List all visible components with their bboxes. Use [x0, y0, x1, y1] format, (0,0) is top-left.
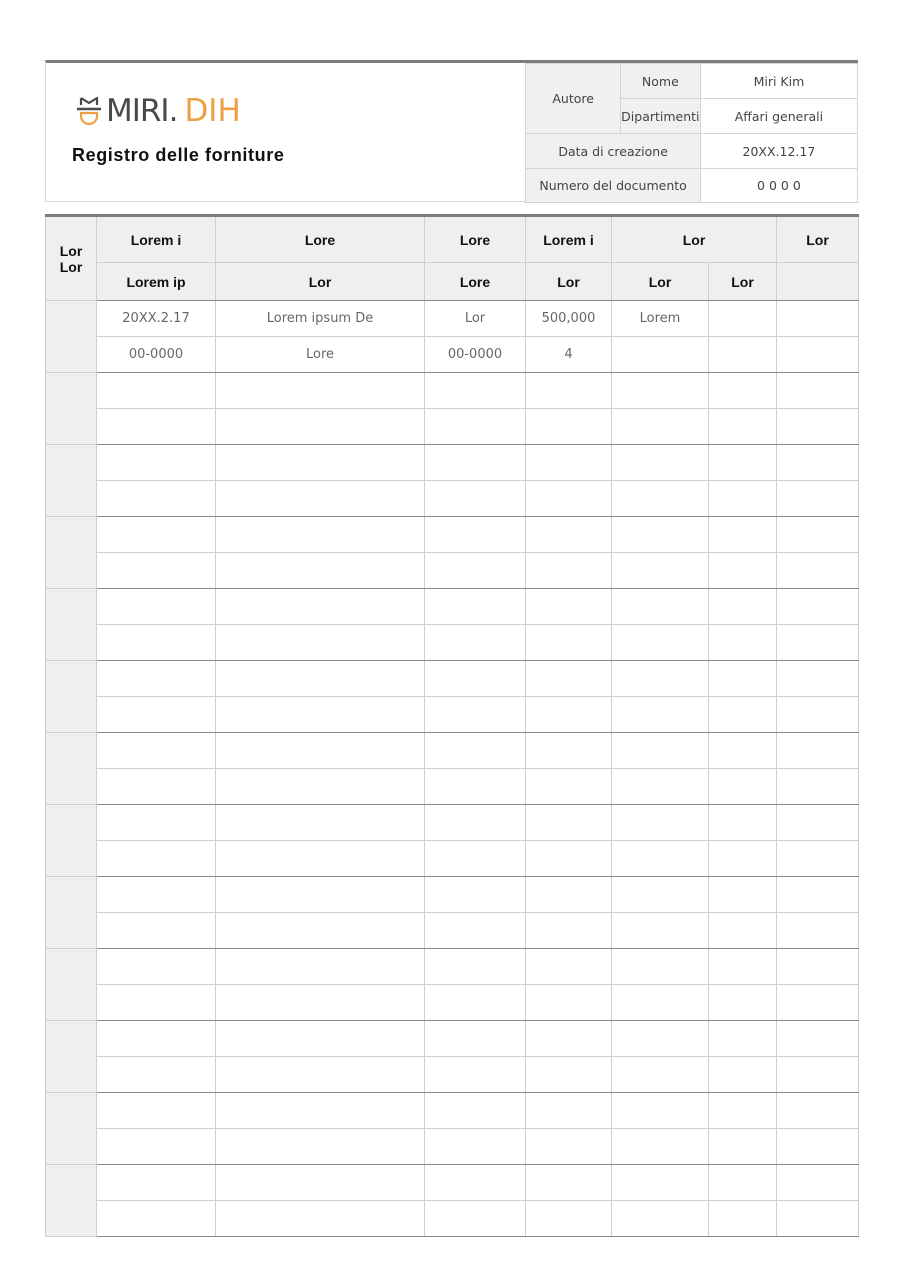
table-cell[interactable] — [777, 1129, 859, 1165]
table-cell[interactable] — [216, 769, 425, 805]
table-cell[interactable] — [97, 985, 216, 1021]
table-cell[interactable] — [216, 661, 425, 697]
table-cell[interactable] — [97, 949, 216, 985]
mustache-face-icon — [76, 95, 102, 127]
table-row — [46, 517, 859, 553]
subheader-col5: Lor — [612, 263, 709, 301]
table-cell[interactable] — [709, 1057, 777, 1093]
table-cell[interactable] — [216, 913, 425, 949]
table-cell[interactable] — [612, 409, 709, 445]
table-cell[interactable] — [709, 553, 777, 589]
table-cell[interactable] — [526, 661, 612, 697]
table-cell[interactable] — [97, 661, 216, 697]
table-cell[interactable]: 500,000 — [526, 301, 612, 337]
table-cell[interactable] — [216, 1057, 425, 1093]
table-cell[interactable] — [777, 445, 859, 481]
document-number-label: Numero del documento — [526, 169, 700, 203]
table-cell[interactable] — [526, 1093, 612, 1129]
table-cell[interactable] — [526, 949, 612, 985]
table-cell[interactable] — [216, 841, 425, 877]
table-cell[interactable] — [777, 985, 859, 1021]
table-cell[interactable] — [97, 553, 216, 589]
header-col4: Lorem i — [526, 216, 612, 263]
table-cell[interactable] — [216, 1129, 425, 1165]
table-row — [46, 1165, 859, 1201]
table-cell[interactable] — [216, 445, 425, 481]
subheader-col2: Lor — [216, 263, 425, 301]
table-cell[interactable] — [612, 1201, 709, 1237]
table-cell[interactable] — [97, 733, 216, 769]
name-value: Miri Kim — [700, 64, 857, 99]
table-row — [46, 949, 859, 985]
table-cell[interactable] — [612, 733, 709, 769]
table-cell[interactable] — [216, 1093, 425, 1129]
table-cell[interactable] — [425, 949, 526, 985]
table-row — [46, 985, 859, 1021]
table-cell[interactable] — [612, 805, 709, 841]
logo-text-dot: . — [168, 93, 179, 129]
table-cell[interactable] — [425, 409, 526, 445]
table-cell[interactable] — [777, 1201, 859, 1237]
brand-area — [46, 63, 525, 201]
table-cell[interactable] — [709, 805, 777, 841]
table-cell[interactable] — [216, 985, 425, 1021]
row-index-cell[interactable] — [46, 805, 97, 877]
table-row — [46, 625, 859, 661]
table-cell[interactable] — [425, 805, 526, 841]
table-cell[interactable] — [526, 373, 612, 409]
table-cell[interactable] — [612, 949, 709, 985]
table-cell[interactable] — [777, 805, 859, 841]
table-body — [46, 301, 859, 1237]
table-cell[interactable] — [526, 445, 612, 481]
subheader-col3: Lore — [425, 263, 526, 301]
table-row — [46, 445, 859, 481]
table-cell[interactable] — [97, 409, 216, 445]
logo — [76, 93, 241, 129]
table-cell[interactable] — [612, 985, 709, 1021]
table-cell[interactable] — [777, 1021, 859, 1057]
table-cell[interactable] — [612, 1165, 709, 1201]
subheader-col6: Lor — [709, 263, 777, 301]
header-col2: Lore — [216, 216, 425, 263]
table-row — [46, 841, 859, 877]
header-col1: Lorem i — [97, 216, 216, 263]
table-cell[interactable] — [425, 985, 526, 1021]
table-cell[interactable]: 4 — [526, 337, 612, 373]
name-label: Nome — [620, 64, 700, 99]
table-cell[interactable] — [216, 949, 425, 985]
table-cell[interactable] — [526, 697, 612, 733]
table-cell[interactable] — [425, 697, 526, 733]
table-row — [46, 589, 859, 625]
table-cell[interactable] — [425, 769, 526, 805]
table-cell[interactable] — [526, 1165, 612, 1201]
table-cell[interactable] — [612, 661, 709, 697]
table-cell[interactable] — [425, 1057, 526, 1093]
table-cell[interactable] — [612, 373, 709, 409]
logo-text-miri: MIRI — [106, 93, 169, 129]
table-cell[interactable] — [709, 949, 777, 985]
table-cell[interactable] — [526, 913, 612, 949]
table-cell[interactable] — [709, 589, 777, 625]
table-cell[interactable] — [425, 517, 526, 553]
supply-register-table-wrap — [45, 214, 858, 1237]
table-cell[interactable] — [709, 697, 777, 733]
table-cell[interactable] — [526, 517, 612, 553]
document-header — [45, 60, 858, 202]
table-cell[interactable] — [709, 445, 777, 481]
table-cell[interactable] — [777, 841, 859, 877]
table-cell[interactable] — [612, 1129, 709, 1165]
table-cell[interactable] — [425, 661, 526, 697]
table-cell[interactable] — [709, 481, 777, 517]
table-cell[interactable] — [777, 769, 859, 805]
table-row — [46, 769, 859, 805]
table-cell[interactable] — [97, 1129, 216, 1165]
table-row — [46, 913, 859, 949]
table-cell[interactable] — [425, 1021, 526, 1057]
table-cell[interactable] — [97, 841, 216, 877]
table-cell[interactable] — [612, 445, 709, 481]
table-cell[interactable]: Lorem — [612, 301, 709, 337]
document-meta-table — [525, 63, 858, 203]
table-cell[interactable] — [709, 1201, 777, 1237]
table-cell[interactable] — [612, 1093, 709, 1129]
table-cell[interactable] — [526, 1201, 612, 1237]
row-index-cell[interactable] — [46, 733, 97, 805]
table-row — [46, 373, 859, 409]
table-cell[interactable] — [216, 589, 425, 625]
table-row — [46, 1129, 859, 1165]
table-cell[interactable] — [709, 769, 777, 805]
table-cell[interactable] — [777, 661, 859, 697]
table-cell[interactable] — [612, 1057, 709, 1093]
created-date-value: 20XX.12.17 — [700, 134, 857, 169]
table-cell[interactable] — [709, 877, 777, 913]
table-cell[interactable] — [97, 517, 216, 553]
table-cell[interactable] — [612, 337, 709, 373]
table-cell[interactable] — [526, 589, 612, 625]
table-cell[interactable] — [709, 841, 777, 877]
table-cell[interactable] — [216, 733, 425, 769]
row-index-cell[interactable] — [46, 301, 97, 373]
row-index-cell[interactable] — [46, 373, 97, 445]
row-index-cell[interactable] — [46, 445, 97, 517]
created-date-label: Data di creazione — [526, 134, 700, 169]
table-cell[interactable] — [425, 625, 526, 661]
table-cell[interactable] — [709, 1021, 777, 1057]
table-cell[interactable] — [425, 877, 526, 913]
header-col5: Lor — [612, 216, 777, 263]
table-cell[interactable] — [777, 733, 859, 769]
row-index-cell[interactable] — [46, 949, 97, 1021]
table-cell[interactable] — [97, 373, 216, 409]
table-cell[interactable] — [612, 877, 709, 913]
author-label: Autore — [526, 64, 620, 134]
table-cell[interactable] — [612, 517, 709, 553]
table-cell[interactable]: Lorem ipsum De — [216, 301, 425, 337]
table-cell[interactable] — [425, 1201, 526, 1237]
table-cell[interactable] — [777, 877, 859, 913]
table-cell[interactable] — [526, 409, 612, 445]
table-cell[interactable] — [425, 841, 526, 877]
table-cell[interactable] — [216, 805, 425, 841]
table-cell[interactable]: 00-0000 — [425, 337, 526, 373]
document-number-value: 0 0 0 0 — [700, 169, 857, 203]
table-cell[interactable] — [777, 1093, 859, 1129]
table-cell[interactable] — [777, 517, 859, 553]
table-cell[interactable] — [777, 625, 859, 661]
table-cell[interactable] — [709, 517, 777, 553]
table-row — [46, 733, 859, 769]
table-cell[interactable] — [216, 553, 425, 589]
table-cell[interactable] — [709, 661, 777, 697]
row-index-cell[interactable] — [46, 517, 97, 589]
table-cell[interactable]: Lor — [425, 301, 526, 337]
table-cell[interactable] — [97, 1057, 216, 1093]
table-cell[interactable] — [97, 805, 216, 841]
table-cell[interactable] — [709, 625, 777, 661]
table-cell[interactable] — [612, 589, 709, 625]
table-cell[interactable] — [777, 1165, 859, 1201]
row-index-cell[interactable] — [46, 1165, 97, 1237]
subheader-col4: Lor — [526, 263, 612, 301]
table-cell[interactable] — [526, 1129, 612, 1165]
table-cell[interactable] — [709, 733, 777, 769]
table-cell[interactable] — [97, 769, 216, 805]
table-row — [46, 1021, 859, 1057]
table-cell[interactable] — [612, 913, 709, 949]
table-cell[interactable] — [709, 301, 777, 337]
table-cell[interactable] — [526, 769, 612, 805]
table-cell[interactable] — [216, 625, 425, 661]
table-cell[interactable] — [612, 1021, 709, 1057]
table-cell[interactable] — [709, 1165, 777, 1201]
table-cell[interactable] — [777, 373, 859, 409]
table-cell[interactable] — [97, 481, 216, 517]
table-cell[interactable] — [526, 985, 612, 1021]
table-cell[interactable] — [526, 1057, 612, 1093]
row-index-cell[interactable] — [46, 1093, 97, 1165]
table-cell[interactable] — [425, 1093, 526, 1129]
table-cell[interactable] — [526, 1021, 612, 1057]
document-title: Registro delle forniture — [72, 145, 285, 165]
table-row — [46, 481, 859, 517]
table-cell[interactable] — [425, 913, 526, 949]
row-index-cell[interactable] — [46, 877, 97, 949]
table-row — [46, 337, 859, 373]
row-index-cell[interactable] — [46, 661, 97, 733]
table-cell[interactable] — [216, 517, 425, 553]
table-cell[interactable] — [612, 769, 709, 805]
table-cell[interactable] — [612, 625, 709, 661]
table-row — [46, 553, 859, 589]
table-cell[interactable] — [97, 697, 216, 733]
table-row — [46, 1201, 859, 1237]
table-cell[interactable] — [216, 1165, 425, 1201]
table-row — [46, 1093, 859, 1129]
table-cell[interactable] — [216, 697, 425, 733]
table-cell[interactable] — [612, 697, 709, 733]
table-cell[interactable]: Lore — [216, 337, 425, 373]
table-cell[interactable] — [526, 733, 612, 769]
subheader-col7 — [777, 263, 859, 301]
table-cell[interactable] — [709, 1093, 777, 1129]
table-cell[interactable] — [425, 589, 526, 625]
table-cell[interactable] — [216, 1201, 425, 1237]
table-cell[interactable] — [709, 1129, 777, 1165]
table-cell[interactable] — [526, 625, 612, 661]
header-col7: Lor — [777, 216, 859, 263]
table-cell[interactable] — [612, 553, 709, 589]
table-cell[interactable]: 00-0000 — [97, 337, 216, 373]
table-cell[interactable] — [216, 409, 425, 445]
table-cell[interactable] — [777, 301, 859, 337]
table-cell[interactable] — [425, 553, 526, 589]
table-cell[interactable] — [526, 841, 612, 877]
table-row — [46, 805, 859, 841]
table-cell[interactable] — [526, 481, 612, 517]
table-cell[interactable] — [777, 697, 859, 733]
supply-register-table — [45, 214, 859, 1237]
table-cell[interactable] — [425, 481, 526, 517]
table-cell[interactable] — [777, 949, 859, 985]
table-cell[interactable] — [97, 445, 216, 481]
logo-text-dih: DIH — [184, 93, 241, 129]
table-cell[interactable] — [709, 913, 777, 949]
table-cell[interactable] — [97, 1201, 216, 1237]
table-cell[interactable] — [97, 913, 216, 949]
table-cell[interactable] — [425, 733, 526, 769]
table-cell[interactable] — [777, 481, 859, 517]
table-row — [46, 301, 859, 337]
table-row — [46, 1057, 859, 1093]
table-cell[interactable] — [425, 373, 526, 409]
table-cell[interactable] — [425, 1165, 526, 1201]
table-cell[interactable] — [97, 625, 216, 661]
table-row — [46, 409, 859, 445]
table-cell[interactable] — [777, 553, 859, 589]
table-cell[interactable] — [777, 913, 859, 949]
table-cell[interactable]: 20XX.2.17 — [97, 301, 216, 337]
table-cell[interactable] — [777, 589, 859, 625]
table-row — [46, 877, 859, 913]
table-cell[interactable] — [612, 841, 709, 877]
table-cell[interactable] — [777, 337, 859, 373]
table-cell[interactable] — [425, 445, 526, 481]
department-value: Affari generali — [700, 99, 857, 134]
table-cell[interactable] — [97, 877, 216, 913]
table-cell[interactable] — [526, 805, 612, 841]
table-cell[interactable] — [216, 481, 425, 517]
subheader-col1: Lorem ip — [97, 263, 216, 301]
table-cell[interactable] — [709, 409, 777, 445]
table-cell[interactable] — [526, 553, 612, 589]
table-row — [46, 661, 859, 697]
table-cell[interactable] — [709, 373, 777, 409]
table-row — [46, 697, 859, 733]
row-index-cell[interactable] — [46, 1021, 97, 1093]
table-cell[interactable] — [425, 1129, 526, 1165]
table-cell[interactable] — [216, 877, 425, 913]
table-cell[interactable] — [97, 1093, 216, 1129]
table-cell[interactable] — [97, 589, 216, 625]
header-col3: Lore — [425, 216, 526, 263]
table-cell[interactable] — [709, 337, 777, 373]
table-cell[interactable] — [777, 1057, 859, 1093]
header-index: Lor Lor — [46, 216, 97, 301]
table-cell[interactable] — [97, 1021, 216, 1057]
table-cell[interactable] — [612, 481, 709, 517]
row-index-cell[interactable] — [46, 589, 97, 661]
table-cell[interactable] — [216, 373, 425, 409]
table-cell[interactable] — [709, 985, 777, 1021]
department-label: Dipartimenti — [620, 99, 700, 134]
table-cell[interactable] — [526, 877, 612, 913]
table-cell[interactable] — [777, 409, 859, 445]
table-cell[interactable] — [97, 1165, 216, 1201]
table-cell[interactable] — [216, 1021, 425, 1057]
